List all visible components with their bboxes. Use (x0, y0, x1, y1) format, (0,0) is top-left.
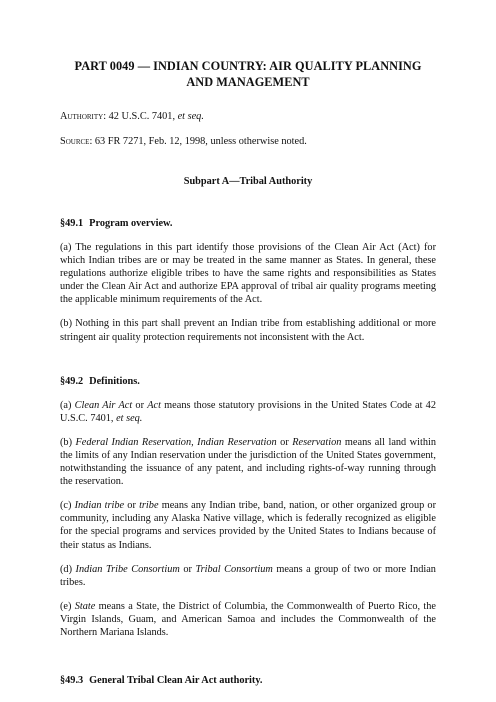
defined-term: Indian tribe (74, 500, 125, 512)
defined-term: State (74, 600, 96, 612)
definition-paragraph (60, 563, 436, 589)
section-heading (60, 674, 436, 687)
section-heading (60, 217, 436, 230)
defined-term: Indian Tribe Consortium (75, 563, 180, 575)
defined-term: Clean Air Act (74, 399, 133, 411)
source-text: 63 FR 7271, Feb. 12, 1998, unless otherwise noted. (92, 136, 307, 147)
def-prefix: (b) (60, 436, 76, 448)
authority-label: Authority: (60, 111, 107, 122)
def-prefix: (a) (60, 399, 75, 411)
section-title: Program overview. (89, 218, 173, 229)
definition-paragraph (60, 600, 436, 639)
source-line (60, 135, 436, 148)
definition-paragraph (60, 399, 436, 425)
def-text: means a group of two or more Indian tribes. (60, 563, 436, 588)
def-prefix: (d) (60, 563, 76, 575)
def-connector: or (124, 500, 140, 512)
def-italic-tail: et seq. (116, 412, 143, 424)
section-number: §49.3 (60, 675, 84, 687)
def-text: means a State, the District of Columbia, the Commonwealth of Puerto Rico, the Virgin Islands, Guam, and American Samoa and includes the Commonwealth of the Northern Mariana Islands. (60, 600, 436, 638)
section-title: Definitions. (89, 375, 140, 387)
def-prefix: (e) (60, 600, 75, 612)
document-page (60, 58, 436, 698)
section-number: §49.1 (60, 218, 84, 229)
def-connector: or (276, 436, 293, 448)
defined-term: tribe (139, 500, 159, 512)
authority-line (60, 110, 436, 123)
def-text: means all land within the limits of any Indian reservation under the jurisdiction of the United States government, notwithstanding the issuance of any patent, and including rights-of-way running through the reservation. (60, 436, 436, 488)
defined-term: Federal Indian Reservation, Indian Reservation (75, 436, 277, 448)
subpart-heading: Subpart A—Tribal Authority (183, 176, 313, 187)
def-text: means those statutory provisions in the United States Code at 42 U.S.C. 7401, (60, 399, 436, 424)
definition-paragraph (60, 499, 436, 551)
def-connector: or (179, 563, 196, 575)
def-prefix: (c) (60, 500, 75, 512)
definition-paragraph (60, 436, 436, 488)
defined-term: Act (147, 399, 161, 411)
authority-text: 42 U.S.C. 7401, (106, 111, 178, 122)
def-connector: or (132, 399, 148, 411)
source-label: Source: (60, 136, 93, 147)
def-text: means any Indian tribe, band, nation, or other organized group or community, including any Alaska Native village, which is federally recognized as eligible for the special programs and services provided by the United States to Indians because of their status as Indians. (60, 500, 436, 551)
document-title: PART 0049 — INDIAN COUNTRY: AIR QUALITY PLANNING AND MANAGEMENT (74, 59, 422, 89)
defined-term: Tribal Consortium (195, 563, 273, 575)
authority-italic: et seq. (177, 111, 204, 122)
paragraph: (a) The regulations in this part identify those provisions of the Clean Air Act (Act) for which Indian tribes are or may be treated in the same manner as States. In general, these regulations authorize eligible tribes to have the same rights and responsibilities as States under the Clean Air Act and authorize EPA approval of tribal air quality programs meeting the applicable minimum requirements of the Act. (60, 242, 436, 306)
section-number: §49.2 (60, 375, 84, 387)
paragraph: (b) Nothing in this part shall prevent an Indian tribe from establishing additional or more stringent air quality protection requirements not inconsistent with the Act. (60, 318, 436, 343)
section-heading (60, 375, 436, 388)
defined-term: Reservation (292, 436, 342, 448)
section-title: General Tribal Clean Air Act authority. (89, 675, 263, 687)
